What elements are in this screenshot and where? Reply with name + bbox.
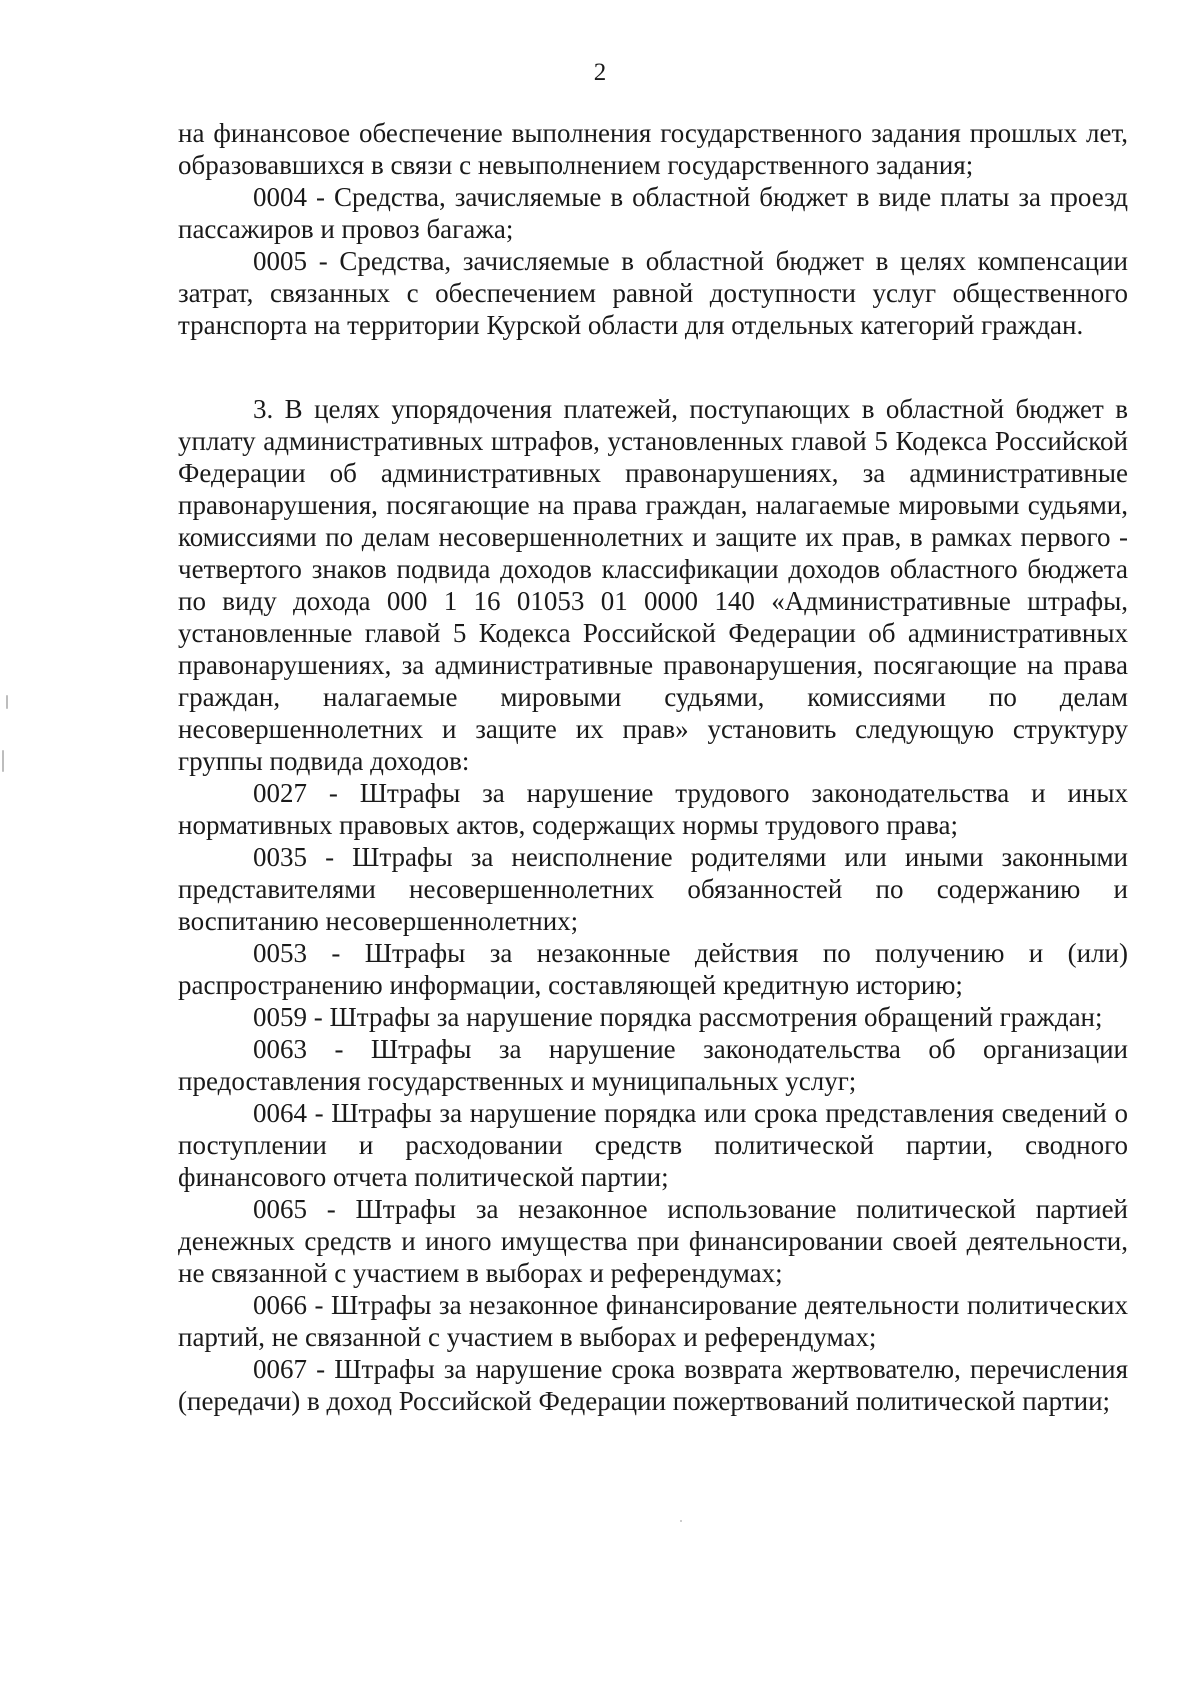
- scan-artifact: [6, 695, 8, 709]
- paragraph-item-0005: 0005 - Средства, зачисляемые в областной бюджет в целях компенсации затрат, связанных с обеспечением равной доступности услуг общественного транспорта на территории Курской области для отдельных категорий граждан.: [178, 246, 1128, 340]
- paragraph-section-3: 3. В целях упорядочения платежей, поступающих в областной бюджет в уплату административных штрафов, установленных главой 5 Кодекса Российской Федерации об административных правонарушениях, за административные правонарушения, посягающие на права граждан, налагаемые мировыми судьями, комиссиями по делам несовершеннолетних и защите их прав, в рамках первого - четвертого знаков подвида доходов классификации доходов областного бюджета по виду дохода 000 1 16 01053 01 0000 140 «Административные штрафы, установленные главой 5 Кодекса Российской Федерации об административных правонарушениях, за административные правонарушения, посягающие на права граждан, налагаемые мировыми судьями, комиссиями по делам несовершеннолетних и защите их прав» установить следующую структуру группы подвида доходов:: [178, 394, 1128, 776]
- page-number: 2: [593, 59, 607, 86]
- paragraph-item-0065: 0065 - Штрафы за незаконное использование политической партией денежных средств и иного имущества при финансировании своей деятельности, не связанной с участием в выборах и референдумах;: [178, 1194, 1128, 1288]
- paragraph-item-0035: 0035 - Штрафы за неисполнение родителями или иными законными представителями несовершеннолетних обязанностей по содержанию и воспитанию несовершеннолетних;: [178, 842, 1128, 936]
- document-body: [178, 117, 1128, 1417]
- paragraph-item-0064: 0064 - Штрафы за нарушение порядка или срока представления сведений о поступлении и расходовании средств политической партии, сводного финансового отчета политической партии;: [178, 1098, 1128, 1192]
- paragraph-item-0067: 0067 - Штрафы за нарушение срока возврата жертвователю, перечисления (передачи) в доход Российской Федерации пожертвований политической партии;: [178, 1354, 1128, 1416]
- paragraph-item-0004: 0004 - Средства, зачисляемые в областной бюджет в виде платы за проезд пассажиров и провоз багажа;: [178, 182, 1128, 244]
- scan-artifact: [2, 750, 4, 772]
- scan-artifact: [680, 1520, 682, 1522]
- paragraph-item-0027: 0027 - Штрафы за нарушение трудового законодательства и иных нормативных правовых актов, содержащих нормы трудового права;: [178, 778, 1128, 840]
- paragraph-item-0066: 0066 - Штрафы за незаконное финансирование деятельности политических партий, не связанной с участием в выборах и референдумах;: [178, 1290, 1128, 1352]
- paragraph-item-0053: 0053 - Штрафы за незаконные действия по получению и (или) распространению информации, составляющей кредитную историю;: [178, 938, 1128, 1000]
- paragraph-item-0059: 0059 - Штрафы за нарушение порядка рассмотрения обращений граждан;: [253, 1002, 1103, 1032]
- paragraph-continuation: на финансовое обеспечение выполнения государственного задания прошлых лет, образовавшихся в связи с невыполнением государственного задания;: [178, 118, 1128, 180]
- paragraph-item-0063: 0063 - Штрафы за нарушение законодательства об организации предоставления государственных и муниципальных услуг;: [178, 1034, 1128, 1096]
